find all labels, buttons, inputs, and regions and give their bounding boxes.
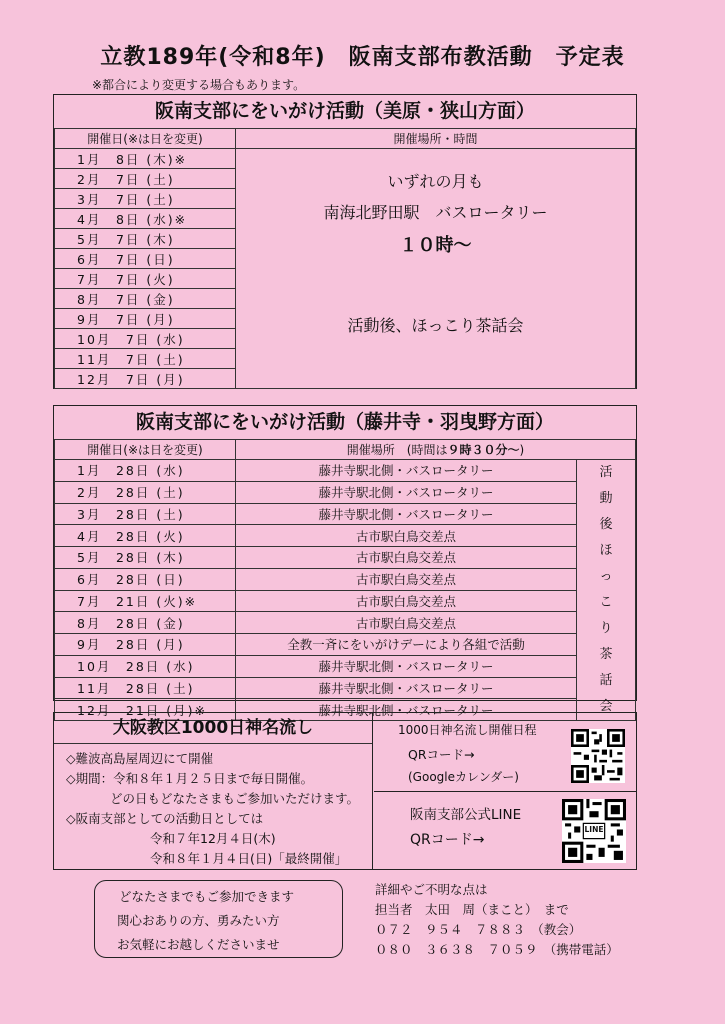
- section3-title: 大阪教区1000日神名流し: [54, 713, 372, 744]
- section1-row-date: 4月 8日 (水)※: [55, 209, 236, 229]
- section3-line5: 令和７年12月４日(木): [150, 831, 276, 846]
- section2-col-place: [236, 440, 636, 460]
- section2-row-place: 藤井寺駅北側・バスロータリー: [236, 699, 577, 721]
- section1-row-date: 8月 7日 (金): [55, 289, 236, 309]
- section2-side-char: こ: [599, 595, 613, 610]
- section1-title: 阪南支部にをいがけ活動（美原・狭山方面）: [154, 100, 535, 122]
- section2-side-char: 茶: [599, 647, 613, 662]
- section2-row-date: 12月 21日 (月)※: [55, 699, 236, 721]
- invite-line1: どなたさまでもご参加できます: [119, 889, 295, 904]
- section2-title: 阪南支部にをいがけ活動（藤井寺・羽曳野方面）: [135, 411, 554, 433]
- invite-line3: お気軽にお越しくださいませ: [117, 937, 280, 952]
- section3-line6: 令和８年１月４日(日)「最終開催」: [150, 851, 348, 866]
- section2-row-date: 1月 28日 (水): [55, 460, 236, 482]
- section2-row-date: 8月 28日 (金): [55, 612, 236, 634]
- line-badge: LINE: [584, 825, 604, 834]
- qr-code-calendar-icon[interactable]: [571, 729, 625, 783]
- section2-row-date: 5月 28日 (木): [55, 547, 236, 569]
- section2-row-date: 11月 28日 (土): [55, 677, 236, 699]
- section2-row-date: 9月 28日 (月): [55, 634, 236, 656]
- section1-row-date: 6月 7日 (日): [55, 249, 236, 269]
- section2-row-place: 藤井寺駅北側・バスロータリー: [236, 460, 577, 482]
- section1-row-date: 2月 7日 (土): [55, 169, 236, 189]
- qr1-line1: 1000日神名流し開催日程: [398, 723, 537, 737]
- qr2-panel: [374, 793, 636, 869]
- section3-left: [54, 713, 373, 869]
- section1-row-date: 7月 7日 (火): [55, 269, 236, 289]
- section1-col-place: 開催場所・時間: [236, 129, 636, 149]
- change-note: ※都合により変更する場合もあります。: [92, 78, 306, 92]
- section2-row-place: 古市駅白鳥交差点: [236, 590, 577, 612]
- section3-line3: どの日もどなたさまもご参加いただけます。: [110, 791, 360, 806]
- contact-line2: 担当者 太田 周（まこと） まで: [375, 902, 569, 917]
- contact-phone-church: ０７２ ９５４ ７８８３ （教会）: [375, 922, 582, 937]
- section2-side-char: 動: [599, 491, 613, 506]
- section2-row-place: 藤井寺駅北側・バスロータリー: [236, 481, 577, 503]
- section3-box: [53, 712, 637, 870]
- section2-row-date: 10月 28日 (水): [55, 655, 236, 677]
- contact-phone-mobile: ０８０ ３６３８ ７０５９ （携帯電話）: [375, 942, 619, 957]
- section2-row-date: 2月 28日 (土): [55, 481, 236, 503]
- contact-line1: 詳細やご不明な点は: [375, 882, 488, 897]
- section2-row-place: 藤井寺駅北側・バスロータリー: [236, 655, 577, 677]
- section2-col-place-end: ): [519, 443, 525, 457]
- section2-side-char: っ: [599, 569, 613, 584]
- section1-info-line1: いずれの月も: [387, 172, 484, 191]
- section2-row-place: 古市駅白鳥交差点: [236, 547, 577, 569]
- section2-box: [53, 405, 637, 718]
- section1-col-date: 開催日(※は日を変更): [55, 129, 236, 149]
- section1-row-date: 5月 7日 (木): [55, 229, 236, 249]
- invite-box: [94, 880, 343, 958]
- qr1-line3: (Googleカレンダー): [408, 770, 519, 784]
- qr2-line2: QRコード→: [410, 832, 485, 848]
- section1-table: [54, 128, 636, 389]
- section1-row-date: 3月 7日 (土): [55, 189, 236, 209]
- section2-side-char: 話: [599, 673, 613, 688]
- section2-side-char: 会: [599, 699, 613, 714]
- section3-line1: ◇難波高島屋周辺にて開催: [66, 751, 214, 766]
- qr1-line2: QRコード→: [408, 747, 475, 762]
- section1-box: [53, 94, 637, 389]
- section2-side-note: [577, 460, 636, 721]
- section2-row-place: 藤井寺駅北側・バスロータリー: [236, 503, 577, 525]
- section1-row-date: 10月 7日 (水): [55, 329, 236, 349]
- section2-row-place: 藤井寺駅北側・バスロータリー: [236, 677, 577, 699]
- section2-side-char: 後: [599, 517, 613, 532]
- contact-info: [375, 880, 619, 960]
- section2-col-time: ９時３０分～: [447, 443, 520, 457]
- qr2-line1: 阪南支部公式LINE: [410, 807, 522, 823]
- page-title: 立教189年(令和8年) 阪南支部布教活動 予定表: [100, 45, 625, 70]
- section2-col-date: 開催日(※は日を変更): [55, 440, 236, 460]
- section2-table: [54, 439, 636, 721]
- section1-info: [236, 149, 636, 389]
- qr1-panel: [374, 713, 636, 792]
- section3-line4: ◇阪南支部としての活動日としては: [66, 811, 264, 826]
- section1-row-date: 9月 7日 (月): [55, 309, 236, 329]
- section3-details: [66, 749, 359, 869]
- section1-info-line3: １０時～: [399, 235, 472, 256]
- section2-side-char: ほ: [599, 543, 613, 558]
- invite-line2: 関心おありの方、勇みたい方: [117, 913, 280, 928]
- section1-info-line2: 南海北野田駅 バスロータリー: [323, 203, 548, 222]
- section2-row-place: 古市駅白鳥交差点: [236, 568, 577, 590]
- section2-side-char: り: [599, 621, 613, 636]
- section2-row-date: 4月 28日 (火): [55, 525, 236, 547]
- section1-info-line4: 活動後、ほっこり茶話会: [347, 316, 524, 335]
- section2-row-date: 3月 28日 (土): [55, 503, 236, 525]
- section2-row-place: 全教一斉にをいがけデーにより各組で活動: [236, 634, 577, 656]
- section2-side-char: 活: [599, 465, 613, 480]
- section1-row-date: 12月 7日 (月): [55, 369, 236, 389]
- section3-line2: ◇期間：令和８年１月２５日まで毎日開催。: [66, 771, 314, 786]
- section2-row-place: 古市駅白鳥交差点: [236, 525, 577, 547]
- section1-row-date: 1月 8日 (木)※: [55, 149, 236, 169]
- section2-row-date: 7月 21日 (火)※: [55, 590, 236, 612]
- section2-row-date: 6月 28日 (日): [55, 568, 236, 590]
- section1-row-date: 11月 7日 (土): [55, 349, 236, 369]
- section2-col-place-label: 開催場所 (時間は: [346, 443, 448, 457]
- section2-row-place: 古市駅白鳥交差点: [236, 612, 577, 634]
